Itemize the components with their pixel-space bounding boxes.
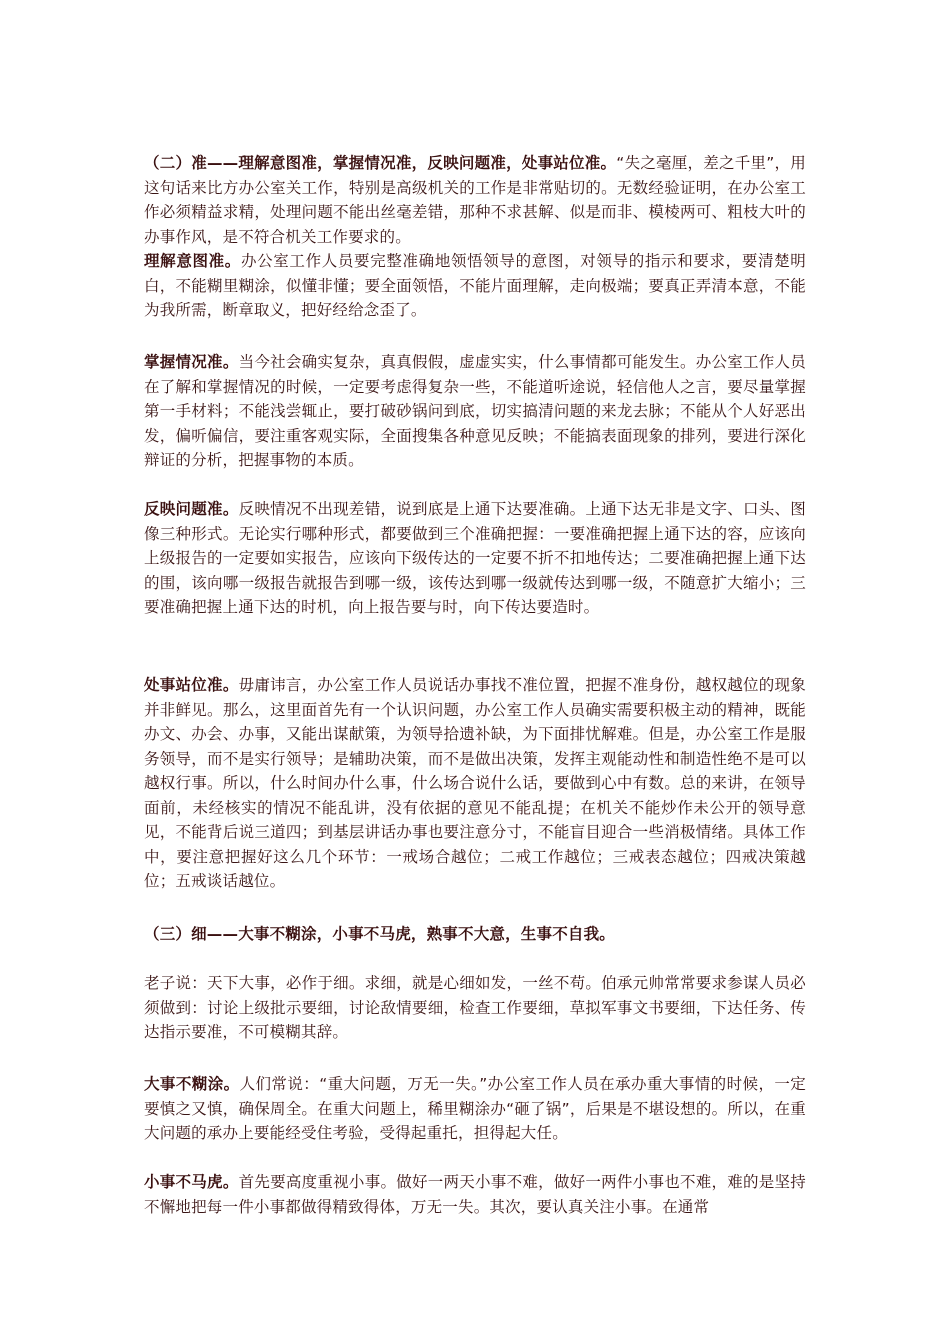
section-two-text: “失之毫厘，差之千里”，用这句话来比方办公室关工作，特别是高级机关的工作是非常贴切的。无数经验证明，在办公室工作必须精益求精，处理问题不能出丝毫差错，那种不求甚解、似是而非、模棱两可、粗枝大叶的办事作风，是不符合机关工作要求的。 — [144, 154, 806, 246]
understand-intent-paragraph — [144, 249, 806, 323]
big-matters-paragraph — [144, 1072, 806, 1146]
reflect-problem-text: 反映情况不出现差错，说到底是上通下达要准确。上通下达无非是文字、口头、图像三种形式。无论实行哪种形式，都要做到三个准确把握：一要准确把握上通下达的容，应该向上级报告的一定要如实报告，应该向下级传达的一定要不折不扣地传达；二要准确把握上通下达的围，该向哪一级报告就报告到哪一级，该传达到哪一级就传达到哪一级，不随意扩大缩小；三要准确把握上通下达的时机，向上报告要与时，向下传达要造时。 — [144, 500, 807, 616]
small-matters-paragraph — [144, 1170, 806, 1219]
position-paragraph — [144, 673, 806, 894]
section-two-paragraph — [144, 151, 806, 249]
section-three-heading: （三）细——大事不糊涂，小事不马虎，熟事不大意，生事不自我。 — [144, 925, 616, 943]
understand-intent-text: 办公室工作人员要完整准确地领悟领导的意图，对领导的指示和要求，要清楚明白，不能糊里糊涂，似懂非懂；要全面领悟，不能片面理解，走向极端；要真正弄清本意，不能为我所需，断章取义，把好经给念歪了。 — [144, 252, 806, 319]
section-three-paragraph — [144, 922, 806, 947]
big-matters-text: 人们常说：“重大问题，万无一失。”办公室工作人员在承办重大事情的时候，一定要慎之又慎，确保周全。在重大问题上，稀里糊涂办“砸了锅”，后果是不堪设想的。所以，在重大问题的承办上要能经受住考验，受得起重托，担得起大任。 — [144, 1075, 807, 1142]
reflect-problem-heading: 反映问题准。 — [144, 500, 239, 518]
big-matters-heading: 大事不糊涂。 — [144, 1075, 240, 1093]
understand-intent-heading: 理解意图准。 — [144, 252, 241, 270]
grasp-situation-text: 当今社会确实复杂，真真假假，虚虚实实，什么事情都可能发生。办公室工作人员在了解和掌握情况的时候，一定要考虑得复杂一些，不能道听途说，轻信他人之言，要尽量掌握第一手材料；不能浅尝辄止，要打破砂锅问到底，切实搞清问题的来龙去脉；不能从个人好恶出发，偏听偏信，要注重客观实际，全面搜集各种意见反映；不能搞表面现象的排列，要进行深化辩证的分析，把握事物的本质。 — [144, 353, 807, 469]
section-two-heading: （二）准——理解意图准，掌握情况准，反映问题准，处事站位准。 — [144, 154, 617, 172]
small-matters-text: 首先要高度重视小事。做好一两天小事不难，做好一两件小事也不难，难的是坚持不懈地把每一件小事都做得精致得体，万无一失。其次，要认真关注小事。在通常 — [144, 1173, 807, 1216]
grasp-situation-paragraph — [144, 350, 806, 473]
position-heading: 处事站位准。 — [144, 676, 239, 694]
grasp-situation-heading: 掌握情况准。 — [144, 353, 239, 371]
reflect-problem-paragraph — [144, 497, 806, 620]
laozi-paragraph — [144, 971, 806, 1045]
laozi-text: 老子说：天下大事，必作于细。求细，就是心细如发，一丝不苟。伯承元帅常常要求参谋人员必须做到：讨论上级批示要细，讨论敌情要细，检查工作要细，草拟军事文书要细，下达任务、传达指示要准，不可模糊其辞。 — [144, 974, 806, 1041]
position-text: 毋庸讳言，办公室工作人员说话办事找不准位置，把握不准身份，越权越位的现象并非鲜见。那么，这里面首先有一个认识问题，办公室工作人员确实需要积极主动的精神，既能办文、办会、办事，又能出谋献策，为领导拾遗补缺，为下面排忧解难。但是，办公室工作是服务领导，而不是实行领导；是辅助决策，而不是做出决策，发挥主观能动性和制造性绝不是可以越权行事。所以，什么时间办什么事，什么场合说什么话，要做到心中有数。总的来讲，在领导面前，未经核实的情况不能乱讲，没有依据的意见不能乱提；在机关不能炒作未公开的领导意见，不能背后说三道四；到基层讲话办事也要注意分寸，不能盲目迎合一些消极情绪。具体工作中，要注意把握好这么几个环节：一戒场合越位；二戒工作越位；三戒表态越位；四戒决策越位；五戒谈话越位。 — [144, 676, 807, 890]
small-matters-heading: 小事不马虎。 — [144, 1173, 239, 1191]
